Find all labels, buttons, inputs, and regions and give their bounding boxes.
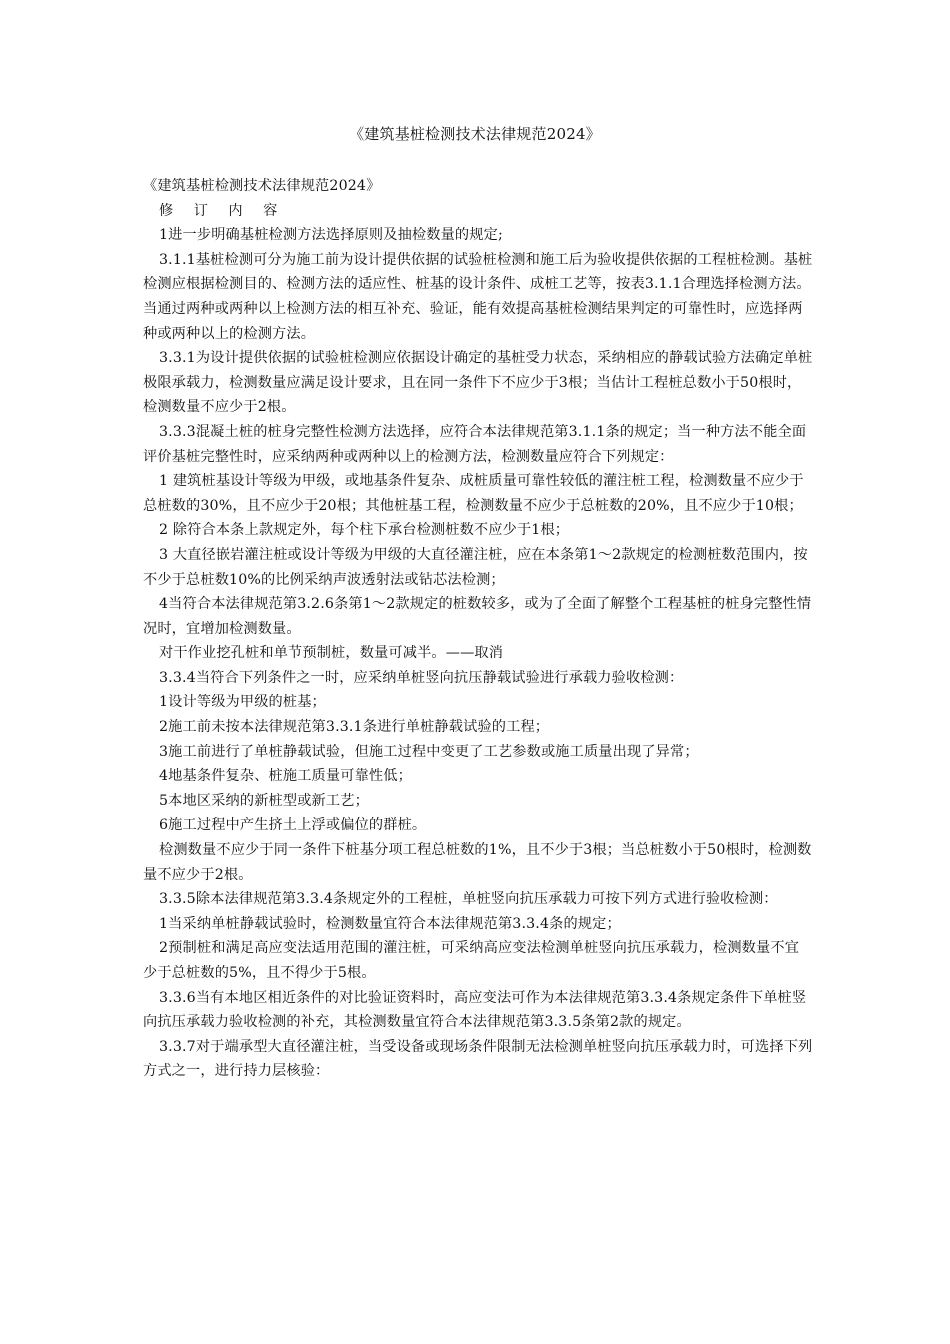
paragraph: 1进一步明确基桩检测方法选择原则及抽检数量的规定; [159, 227, 503, 244]
paragraph: 4当符合本法律规范第3.2.6条第1～2款规定的桩数较多，或为了全面了解整个工程基桩的桩身完整性情况时，宜增加检测数量。 [143, 596, 812, 637]
paragraph: 3 大直径嵌岩灌注桩或设计等级为甲级的大直径灌注桩，应在本条第1～2款规定的检测桩数范围内，按不少于总桩数10%的比例采纳声波透射法或钻芯法检测； [143, 546, 808, 588]
list-item: 1当采纳单桩静载试验时，检测数量宜符合本法律规范第3.3.4条的规定； [159, 915, 621, 932]
list-item: 2施工前未按本法律规范第3.3.1条进行单桩静载试验的工程； [159, 719, 550, 736]
paragraph: 3.3.6当有本地区相近条件的对比验证资料时，高应变法可作为本法律规范第3.3.4条规定条件下单桩竖向抗压承载力验收检测的补充，其检测数量宜符合本法律规范第3.3.5条第2款的规定。 [143, 989, 807, 1031]
document-title: 《建筑基桩检测技术法律规范2024》 [349, 125, 601, 143]
list-item: 3施工前进行了单桩静载试验，但施工过程中变更了工艺参数或施工质量出现了异常； [159, 743, 699, 760]
paragraph: 3.3.5除本法律规范第3.3.4条规定外的工程桩，单桩竖向抗压承载力可按下列方式进行验收检测： [159, 891, 778, 908]
paragraph: 3.3.3混凝土桩的桩身完整性检测方法选择，应符合本法律规范第3.1.1条的规定；当一种方法不能全面评价基桩完整性时，应采纳两种或两种以上的检测方法，检测数量应符合下列规定： [143, 423, 807, 465]
list-item: 4地基条件复杂、桩施工质量可靠性低； [159, 768, 412, 785]
list-item: 5本地区采纳的新桩型或新工艺； [159, 792, 369, 809]
list-item: 2预制桩和满足高应变法适用范围的灌注桩，可采纳高应变法检测单桩竖向抗压承载力，检测数量不宜少于总桩数的5%，且不得少于5根。 [143, 940, 800, 981]
paragraph: 对干作业挖孔桩和单节预制桩，数量可减半。——取消 [159, 645, 504, 662]
paragraph: 3.1.1基桩检测可分为施工前为设计提供依据的试验桩检测和施工后为验收提供依据的工程桩检测。基桩检测应根据检测目的、检测方法的适应性、桩基的设计条件、成桩工艺等，按表3.1.1合理选择检测方法。当通过两种或两种以上检测方法的相互补充、验证，能有效提高基桩检测结果判定的可靠性时，应选择两种或两种以上的检测方法。 [143, 251, 813, 342]
paragraph: 3.3.1为设计提供依据的试验桩检测应依据设计确定的基桩受力状态，采纳相应的静载试验方法确定单桩极限承载力，检测数量应满足设计要求，且在同一条件下不应少于3根；当估计工程桩总数小于50根时，检测数量不应少于2根。 [143, 350, 813, 416]
paragraph: 3.3.7对于端承型大直径灌注桩，当受设备或现场条件限制无法检测单桩竖向抗压承载力时，可选择下列方式之一，进行持力层核验： [143, 1038, 813, 1080]
paragraph: 检测数量不应少于同一条件下桩基分项工程总桩数的1%，且不少于3根；当总桩数小于50根时，检测数量不应少于2根。 [143, 842, 812, 883]
document-body [143, 174, 813, 1084]
paragraph: 3.3.4当符合下列条件之一时，应采纳单桩竖向抗压静载试验进行承载力验收检测： [159, 669, 684, 686]
paragraph: 1 建筑桩基设计等级为甲级，或地基条件复杂、成桩质量可靠性较低的灌注桩工程，检测数量不应少于总桩数的30%，且不应少于20根；其他桩基工程，检测数量不应少于总桩数的20%，且不应少于10根； [143, 473, 804, 514]
revision-heading: 修 订 内 容 [159, 202, 286, 219]
list-item: 1设计等级为甲级的桩基； [159, 694, 326, 711]
list-item: 6施工过程中产生挤土上浮或偏位的群桩。 [159, 817, 427, 834]
paragraph: 2 除符合本条上款规定外，每个柱下承台检测桩数不应少于1根； [159, 522, 570, 539]
body-heading: 《建筑基桩检测技术法律规范2024》 [143, 178, 381, 194]
